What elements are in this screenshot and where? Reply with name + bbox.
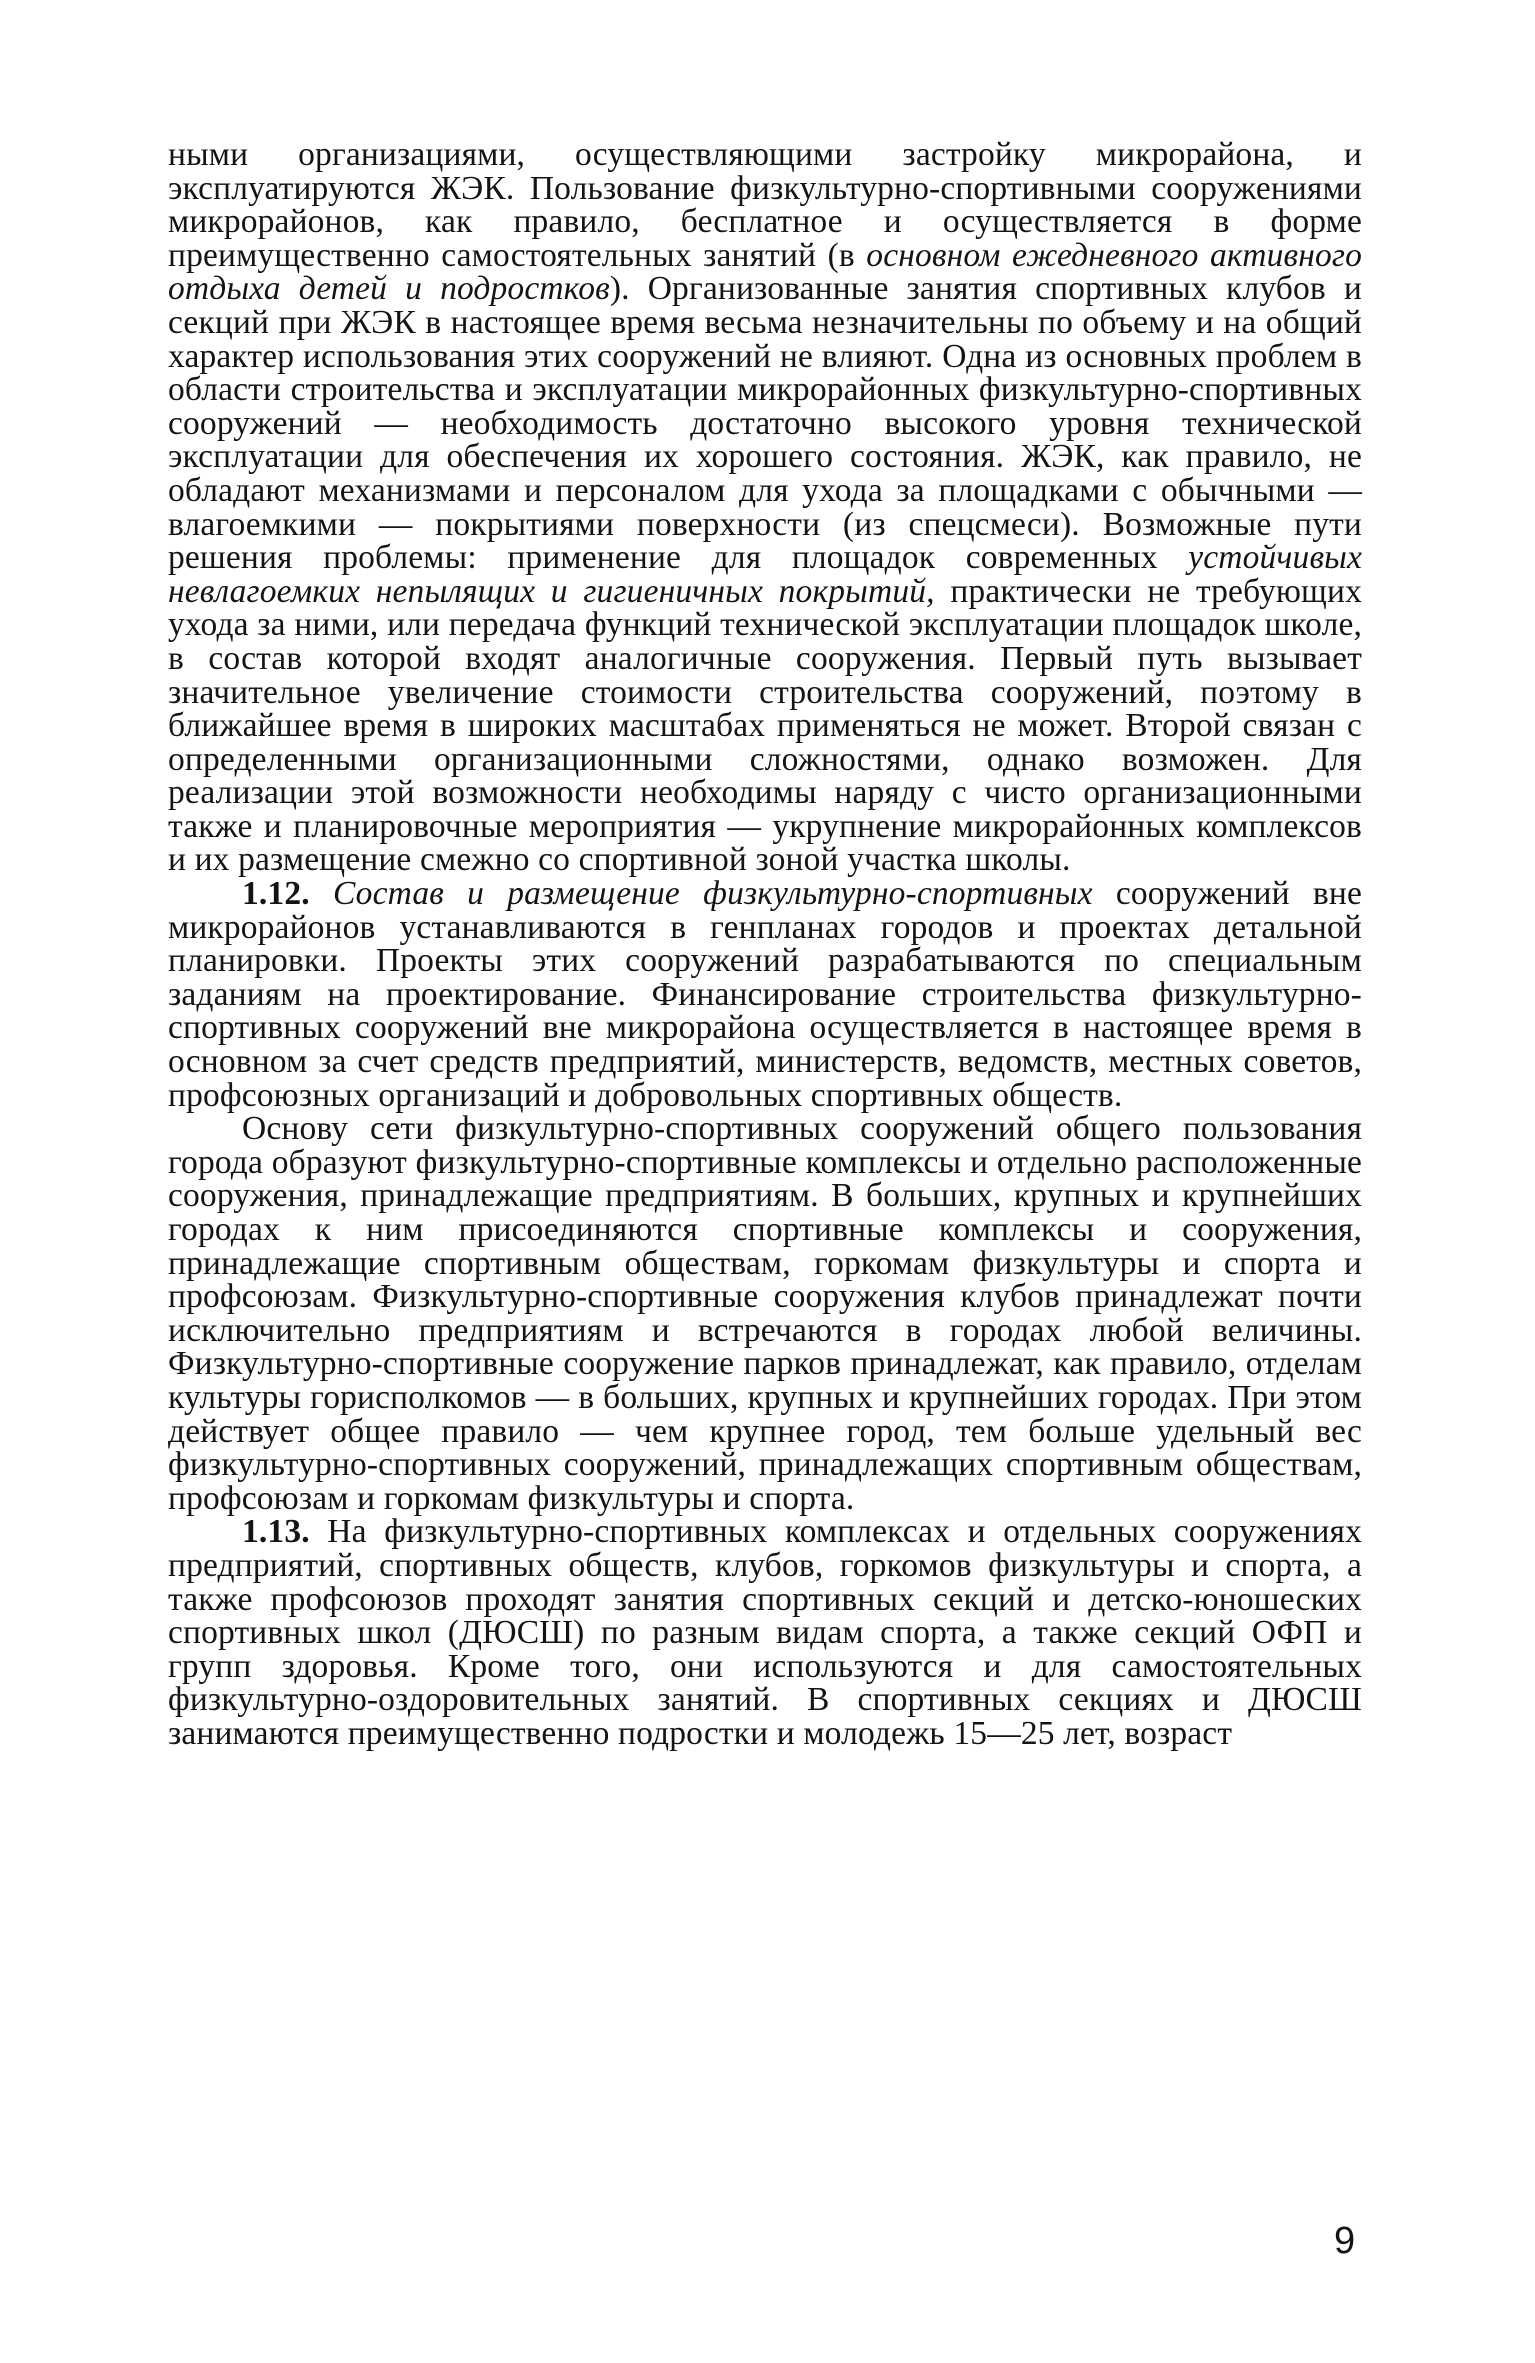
section-number-1-13: 1.13. xyxy=(242,1513,310,1551)
section-1-13 xyxy=(168,1515,1362,1750)
paragraph-1-end: практически не требующих ухода за ними, или передача функций технической эксплуатации площадок школе, в состав которой входят аналогичные сооружения. Первый путь вызывает значительное увеличение стоимости строительства сооружений, поэтому в ближайшее время в широких масштабах применяться не может. Второй связан с определенными организационными сложностями, однако возможен. Для реализации этой возможности необходимы наряду с чисто организационными также и планировочные мероприятия — укрупнение микрорайонных комплексов и их размещение смежно со спортивной зоной участка школы. xyxy=(168,572,1362,879)
paragraph-1-italic: основном ежедневного активного отдыха детей и подростков xyxy=(168,236,1363,308)
page-body xyxy=(168,138,1362,1751)
section-1-13-body: На физкультурно-спортивных комплексах и отдельных сооружениях предприятий, спортивных обществ, клубов, горкомов физкультуры и спорта, а также профсоюзов проходят занятия спортивных секций и детско-юношеских спортивных школ (ДЮСШ) по разным видам спорта, а также секций ОФП и групп здоровья. Кроме того, они используются и для самостоятельных физкультурно-оздоровительных занятий. В спортивных секциях и ДЮСШ занимаются преимущественно подростки и молодежь 15—25 лет, возраст xyxy=(168,1513,1362,1752)
section-1-12-body: сооружений вне микрорайонов устанавливаются в генпланах городов и проектах детальной планировки. Проекты этих сооружений разрабатываются по специальным заданиям на проектирование. Финансирование строительства физкультурно-спортивных сооружений вне микрорайона осуществляется в настоящее время в основном за счет средств предприятий, министерств, ведомств, местных советов, профсоюзных организаций и добровольных спортивных обществ. xyxy=(168,875,1362,1114)
paragraph-network: Основу сети физкультурно-спортивных сооружений общего пользования города образуют физкультурно-спортивные комплексы и отдельно расположенные сооружения, принадлежащие предприятиям. В больших, крупных и крупнейших городах к ним присоединяются спортивные комплексы и сооружения, принадлежащие спортивным обществам, горкомам физкультуры и спорта и профсоюзам. Физкультурно-спортивные сооружения клубов принадлежат почти исключительно предприятиям и встречаются в городах любой величины. Физкультурно-спортивные сооружение парков принадлежат, как правило, отделам культуры горисполкомов — в больших, крупных и крупнейших городах. При этом действует общее правило — чем крупнее город, тем больше удельный вес физкультурно-спортивных сооружений, принадлежащих спортивным обществам, профсоюзам и горкомам физкультуры и спорта. xyxy=(168,1110,1362,1517)
paragraph-continuation xyxy=(168,138,1362,877)
section-1-12 xyxy=(168,877,1362,1112)
page-number: 9 xyxy=(1334,2220,1356,2262)
section-1-12-italic-lead: Состав и размещение физкультурно-спортивных xyxy=(332,875,1093,913)
paragraph-1-italic-2: устойчивых невлагоемких непылящих и гигиеничных покрытий, xyxy=(168,539,1362,610)
section-number-1-12: 1.12. xyxy=(242,875,310,913)
paragraph-1-mid: ). Организованные занятия спортивных клубов и секций при ЖЭК в настоящее время весьма незначительны по объему и на общий характер использования этих сооружений не влияют. Одна из основных проблем в области строительства и эксплуатации микрорайонных физкультурно-спортивных сооружений — необходимость достаточно высокого уровня технической эксплуатации для обеспечения их хорошего состояния. ЖЭК, как правило, не обладают механизмами и персоналом для ухода за площадками с обычными — влагоемкими — покрытиями поверхности (из спецсмеси). Возможные пути решения проблемы: применение для площадок современных xyxy=(168,270,1362,577)
paragraph-1-start: ными организациями, осуществляющими застройку микрорайона, и эксплуатируются ЖЭК. Пользование физкультурно-спортивными сооружениями микрорайонов, как правило, бесплатное и осуществляется в форме преимущественно самостоятельных занятий (в xyxy=(168,136,1362,274)
